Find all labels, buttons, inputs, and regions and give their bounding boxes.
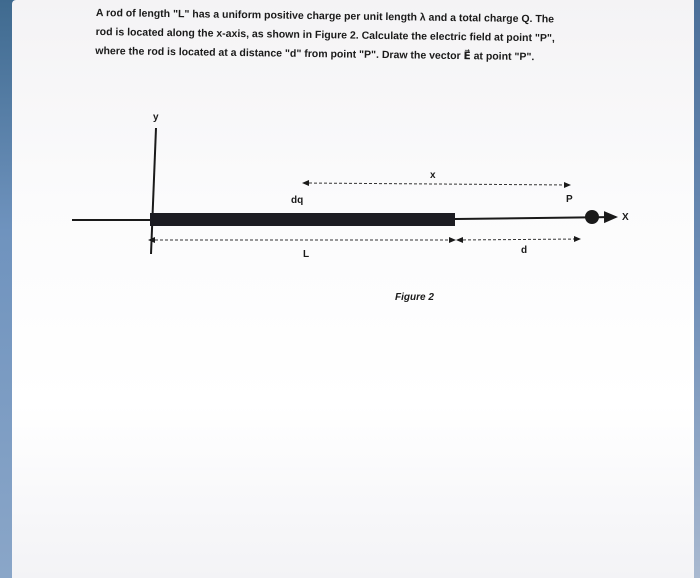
x-distance-label: x — [430, 170, 436, 181]
problem-line-1: A rod of length "L" has a uniform positive charge per unit length λ and a total charge Q. The — [95, 6, 555, 26]
length-label: L — [303, 249, 310, 260]
dq-label: dq — [291, 195, 304, 206]
distance-label: d — [521, 245, 528, 256]
figure-caption: Figure 2 — [395, 292, 434, 303]
problem-line-2: rod is located along the x-axis, as shown in Figure 2. Calculate the electric field at point "P", — [95, 25, 555, 45]
point-p — [585, 210, 599, 224]
distance-arrow — [458, 239, 580, 240]
y-axis — [151, 128, 156, 254]
y-axis-label: y — [153, 112, 159, 123]
charged-rod — [150, 213, 455, 226]
x-distance-arrow — [304, 183, 570, 185]
problem-line-3: where the rod is located at a distance "d" from point "P". Draw the vector E⃗ at point "P". — [95, 44, 535, 64]
point-p-label: P — [566, 194, 573, 205]
x-axis-label: X — [622, 212, 629, 223]
